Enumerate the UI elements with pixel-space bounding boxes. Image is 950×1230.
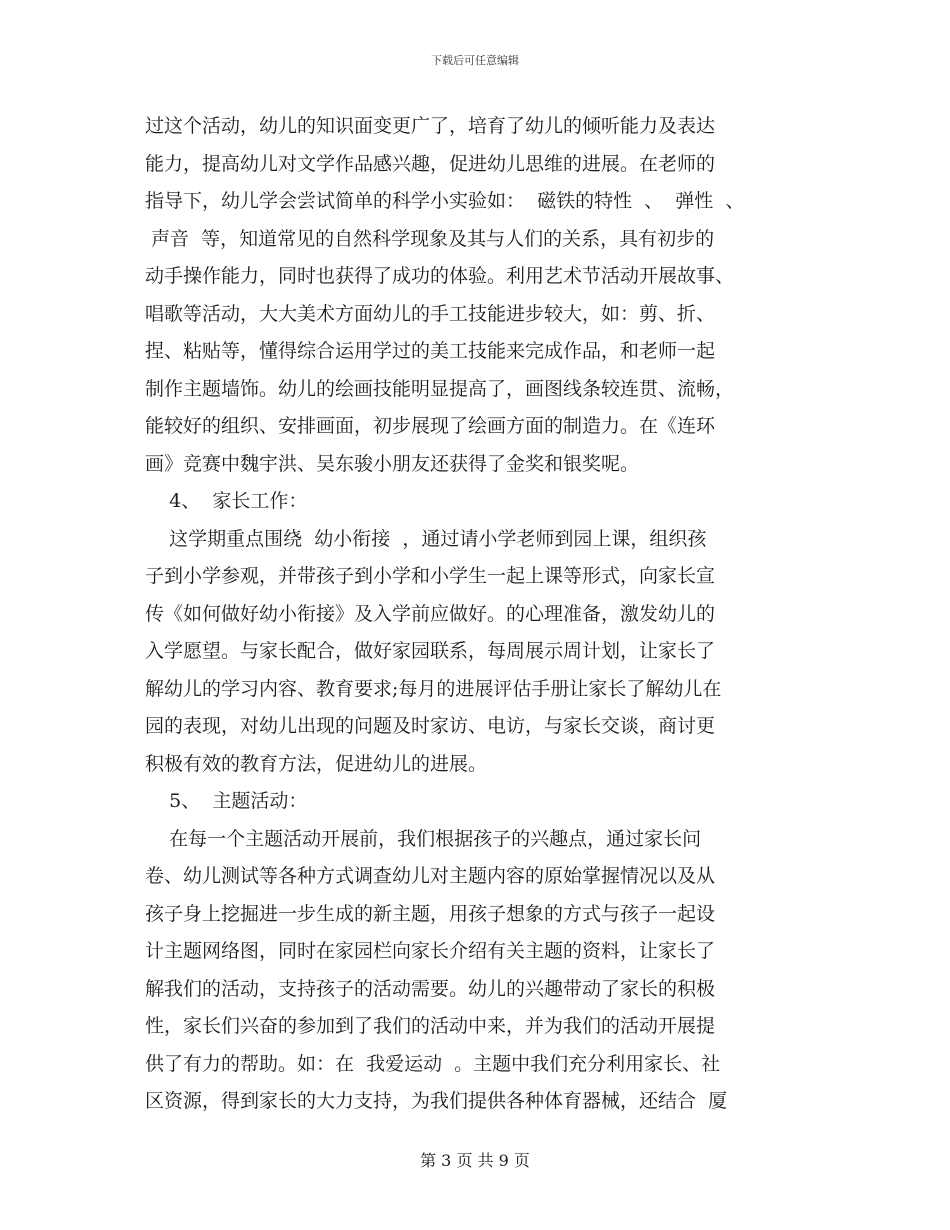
document-body xyxy=(145,108,815,1121)
text-line: 5、 主题活动： xyxy=(145,790,308,812)
text-line: 制作主题墙饰。幼儿的绘画技能明显提高了，画图线条较连贯、流畅， xyxy=(145,377,735,400)
text-line: 捏、粘贴等，懂得综合运用学过的美工技能来完成作品，和老师一起 xyxy=(145,340,716,362)
text-line: 子到小学参观，并带孩子到小学和小学生一起上课等形式，向家长宣 xyxy=(145,565,716,587)
text-line: 传《如何做好幼小衔接》及入学前应做好。的心理准备，激发幼儿的 xyxy=(145,602,716,625)
text-line: 卷、幼儿测试等各种方式调查幼儿对主题内容的原始掌握情况以及从 xyxy=(145,865,716,887)
text-line: 计主题网络图，同时在家园栏向家长介绍有关主题的资料，让家长了 xyxy=(145,940,716,962)
text-line: 孩子身上挖掘进一步生成的新主题，用孩子想象的方式与孩子一起设 xyxy=(145,902,716,925)
text-line: 唱歌等活动，大大美术方面幼儿的手工技能进步较大，如：剪、折、 xyxy=(145,302,716,325)
text-line: 这学期重点围绕 幼小衔接 ，通过请小学老师到园上课，组织孩 xyxy=(145,527,707,550)
text-line: 在每一个主题活动开展前，我们根据孩子的兴趣点，通过家长问 xyxy=(145,827,702,850)
text-line: 区资源，得到家长的大力支持，为我们提供各种体育器械，还结合 厦 xyxy=(145,1090,728,1112)
text-line: 园的表现，对幼儿出现的问题及时家访、电访，与家长交谈，商讨更 xyxy=(145,715,716,737)
text-line: 过这个活动，幼儿的知识面变更广了，培育了幼儿的倾听能力及表达 xyxy=(145,115,716,137)
text-line: 解我们的活动，支持孩子的活动需要。幼儿的兴趣带动了家长的积极 xyxy=(145,977,716,1000)
text-line: 指导下，幼儿学会尝试简单的科学小实验如： 磁铁的特性 、 弹性 、 xyxy=(145,190,745,212)
text-line: 能较好的组织、安排画面，初步展现了绘画方面的制造力。在《连环 xyxy=(145,415,716,437)
text-line: 能力，提高幼儿对文学作品感兴趣，促进幼儿思维的进展。在老师的 xyxy=(145,152,716,175)
text-line: 动手操作能力，同时也获得了成功的体验。利用艺术节活动开展故事、 xyxy=(145,265,735,287)
text-line: 入学愿望。与家长配合，做好家园联系，每周展示周计划，让家长了 xyxy=(145,640,716,662)
text-line: 积极有效的教育方法，促进幼儿的进展。 xyxy=(145,752,488,775)
text-line: 画》竞赛中魏宇洪、吴东骏小朋友还获得了金奖和银奖呢。 xyxy=(145,452,640,475)
text-line: 性，家长们兴奋的参加到了我们的活动中来，并为我们的活动开展提 xyxy=(145,1015,716,1037)
text-line: 4、 家长工作： xyxy=(145,490,308,512)
text-line: 解幼儿的学习内容、教育要求;每月的进展评估手册让家长了解幼儿在 xyxy=(145,677,722,700)
text-line: 供了有力的帮助。如：在 我爱运动 。主题中我们充分利用家长、社 xyxy=(145,1052,721,1075)
text-line: 声音 等，知道常见的自然科学现象及其与人们的关系，具有初步的 xyxy=(145,227,715,250)
page-footer: 第 3 页 共 9 页 xyxy=(420,1151,530,1170)
page-header: 下载后可任意编辑 xyxy=(431,54,519,67)
